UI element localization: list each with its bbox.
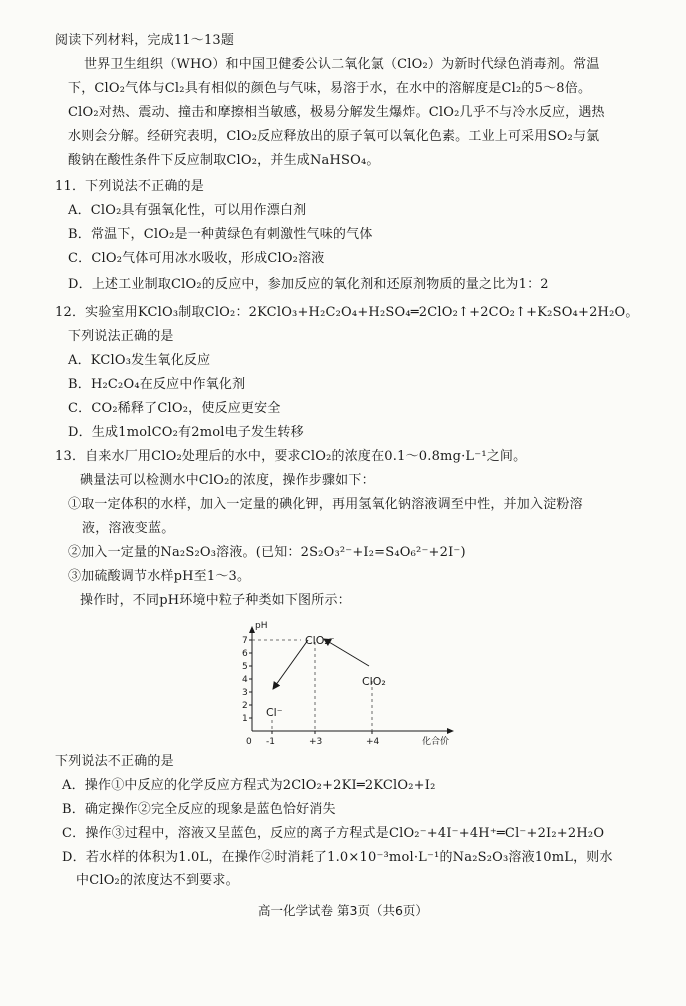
y-tick-label: 6 — [242, 649, 248, 659]
x-axis-arrow — [447, 728, 454, 734]
question-11-stem: 11．下列说法不正确的是 — [55, 179, 204, 194]
q13-step: 液，溶液变蓝。 — [82, 521, 175, 536]
q13-option-a: A．操作①中反应的化学反应方程式为2ClO₂+2KI═2KClO₂+I₂ — [62, 778, 436, 793]
y-axis-label: pH — [255, 621, 268, 631]
question-12-stem: 12．实验室用KClO₃制取ClO₂：2KClO₃+H₂C₂O₄+H₂SO₄═2ClO₂↑+2CO₂↑+K₂SO₄+2H₂O。 — [55, 305, 639, 320]
q13-option-d: D．若水样的体积为1.0L，在操作②时消耗了1.0×10⁻³mol·L⁻¹的Na₂S₂O₃溶液10mL，则水 — [62, 850, 613, 865]
y-tick-label: 5 — [242, 662, 248, 672]
passage-line: 下，ClO₂气体与Cl₂具有相似的颜色与气味，易溶于水，在水中的溶解度是Cl₂的5～8倍。 — [68, 81, 592, 96]
species-label: Cl⁻ — [266, 706, 283, 719]
q13-stem2: 下列说法不正确的是 — [55, 754, 174, 769]
q12-option-c: C．CO₂稀释了ClO₂，使反应更安全 — [68, 401, 281, 416]
y-tick-label: 2 — [242, 701, 248, 711]
species-label: ClO₂⁻ — [305, 634, 335, 647]
y-tick-label: 4 — [242, 675, 248, 685]
intro-line: 阅读下列材料，完成11～13题 — [55, 33, 235, 48]
q12-option-a: A．KClO₃发生氧化反应 — [68, 353, 211, 368]
passage-line: 酸钠在酸性条件下反应制取ClO₂，并生成NaHSO₄。 — [68, 153, 380, 168]
q13-option-c: C．操作③过程中，溶液又呈蓝色，反应的离子方程式是ClO₂⁻+4I⁻+4H⁺═Cl⁻+2I₂+2H₂O — [62, 826, 605, 841]
q13-step: ①取一定体积的水样，加入一定量的碘化钾，再用氢氧化钠溶液调至中性，并加入淀粉溶 — [68, 497, 583, 512]
page-footer: 高一化学试卷 第3页（共6页） — [258, 903, 428, 918]
x-tick-label: +4 — [366, 737, 380, 747]
passage-line: 水则会分解。经研究表明，ClO₂反应释放出的原子氧可以氧化色素。工业上可采用SO₂与氯 — [68, 129, 600, 144]
conversion-arrow — [273, 640, 308, 689]
q13-chart-intro: 操作时，不同pH环境中粒子种类如下图所示： — [80, 593, 351, 608]
x-tick-label: +3 — [309, 737, 323, 747]
q13-step: ③加硫酸调节水样pH至1～3。 — [68, 569, 251, 584]
q13-sub: 碘量法可以检测水中ClO₂的浓度，操作步骤如下： — [80, 473, 375, 488]
q12-option-d: D．生成1molCO₂有2mol电子发生转移 — [68, 425, 304, 440]
passage-line: ClO₂对热、震动、撞击和摩擦相当敏感，极易分解发生爆炸。ClO₂几乎不与冷水反应，遇热 — [68, 105, 605, 120]
y-tick-label: 3 — [242, 688, 248, 698]
q11-option-d: D．上述工业制取ClO₂的反应中，参加反应的氧化剂和还原剂物质的量之比为1：2 — [68, 277, 549, 292]
q12-option-b: B．H₂C₂O₄在反应中作氧化剂 — [68, 377, 246, 392]
q11-option-a: A．ClO₂具有强氧化性，可以用作漂白剂 — [68, 203, 307, 218]
x-tick-label: 0 — [246, 737, 252, 747]
x-ticks — [246, 731, 380, 747]
y-tick-label: 1 — [242, 714, 248, 724]
ph-species-diagram — [222, 617, 472, 749]
q11-option-c: C．ClO₂气体可用冰水吸收，形成ClO₂溶液 — [68, 251, 325, 266]
q13-step: ②加入一定量的Na₂S₂O₃溶液。(已知：2S₂O₃²⁻+I₂=S₄O₆²⁻+2I⁻) — [68, 545, 466, 560]
x-axis-label: 化合价 — [422, 737, 450, 747]
q11-option-b: B．常温下，ClO₂是一种黄绿色有刺激性气味的气体 — [68, 227, 373, 242]
question-13-stem: 13．自来水厂用ClO₂处理后的水中，要求ClO₂的浓度在0.1～0.8mg·L⁻¹之间。 — [55, 449, 527, 464]
species-label: ClO₂ — [362, 675, 386, 688]
y-tick-label: 7 — [242, 636, 248, 646]
q13-option-b: B．确定操作②完全反应的现象是蓝色恰好消失 — [62, 802, 336, 817]
x-tick-label: -1 — [266, 737, 275, 747]
passage-line: 世界卫生组织（WHO）和中国卫健委公认二氧化氯（ClO₂）为新时代绿色消毒剂。常温 — [84, 57, 600, 72]
y-ticks — [242, 636, 252, 724]
q12-sub: 下列说法正确的是 — [68, 329, 174, 344]
species-labels — [266, 634, 386, 719]
q13-option-d-cont: 中ClO₂的浓度达不到要求。 — [76, 873, 239, 888]
